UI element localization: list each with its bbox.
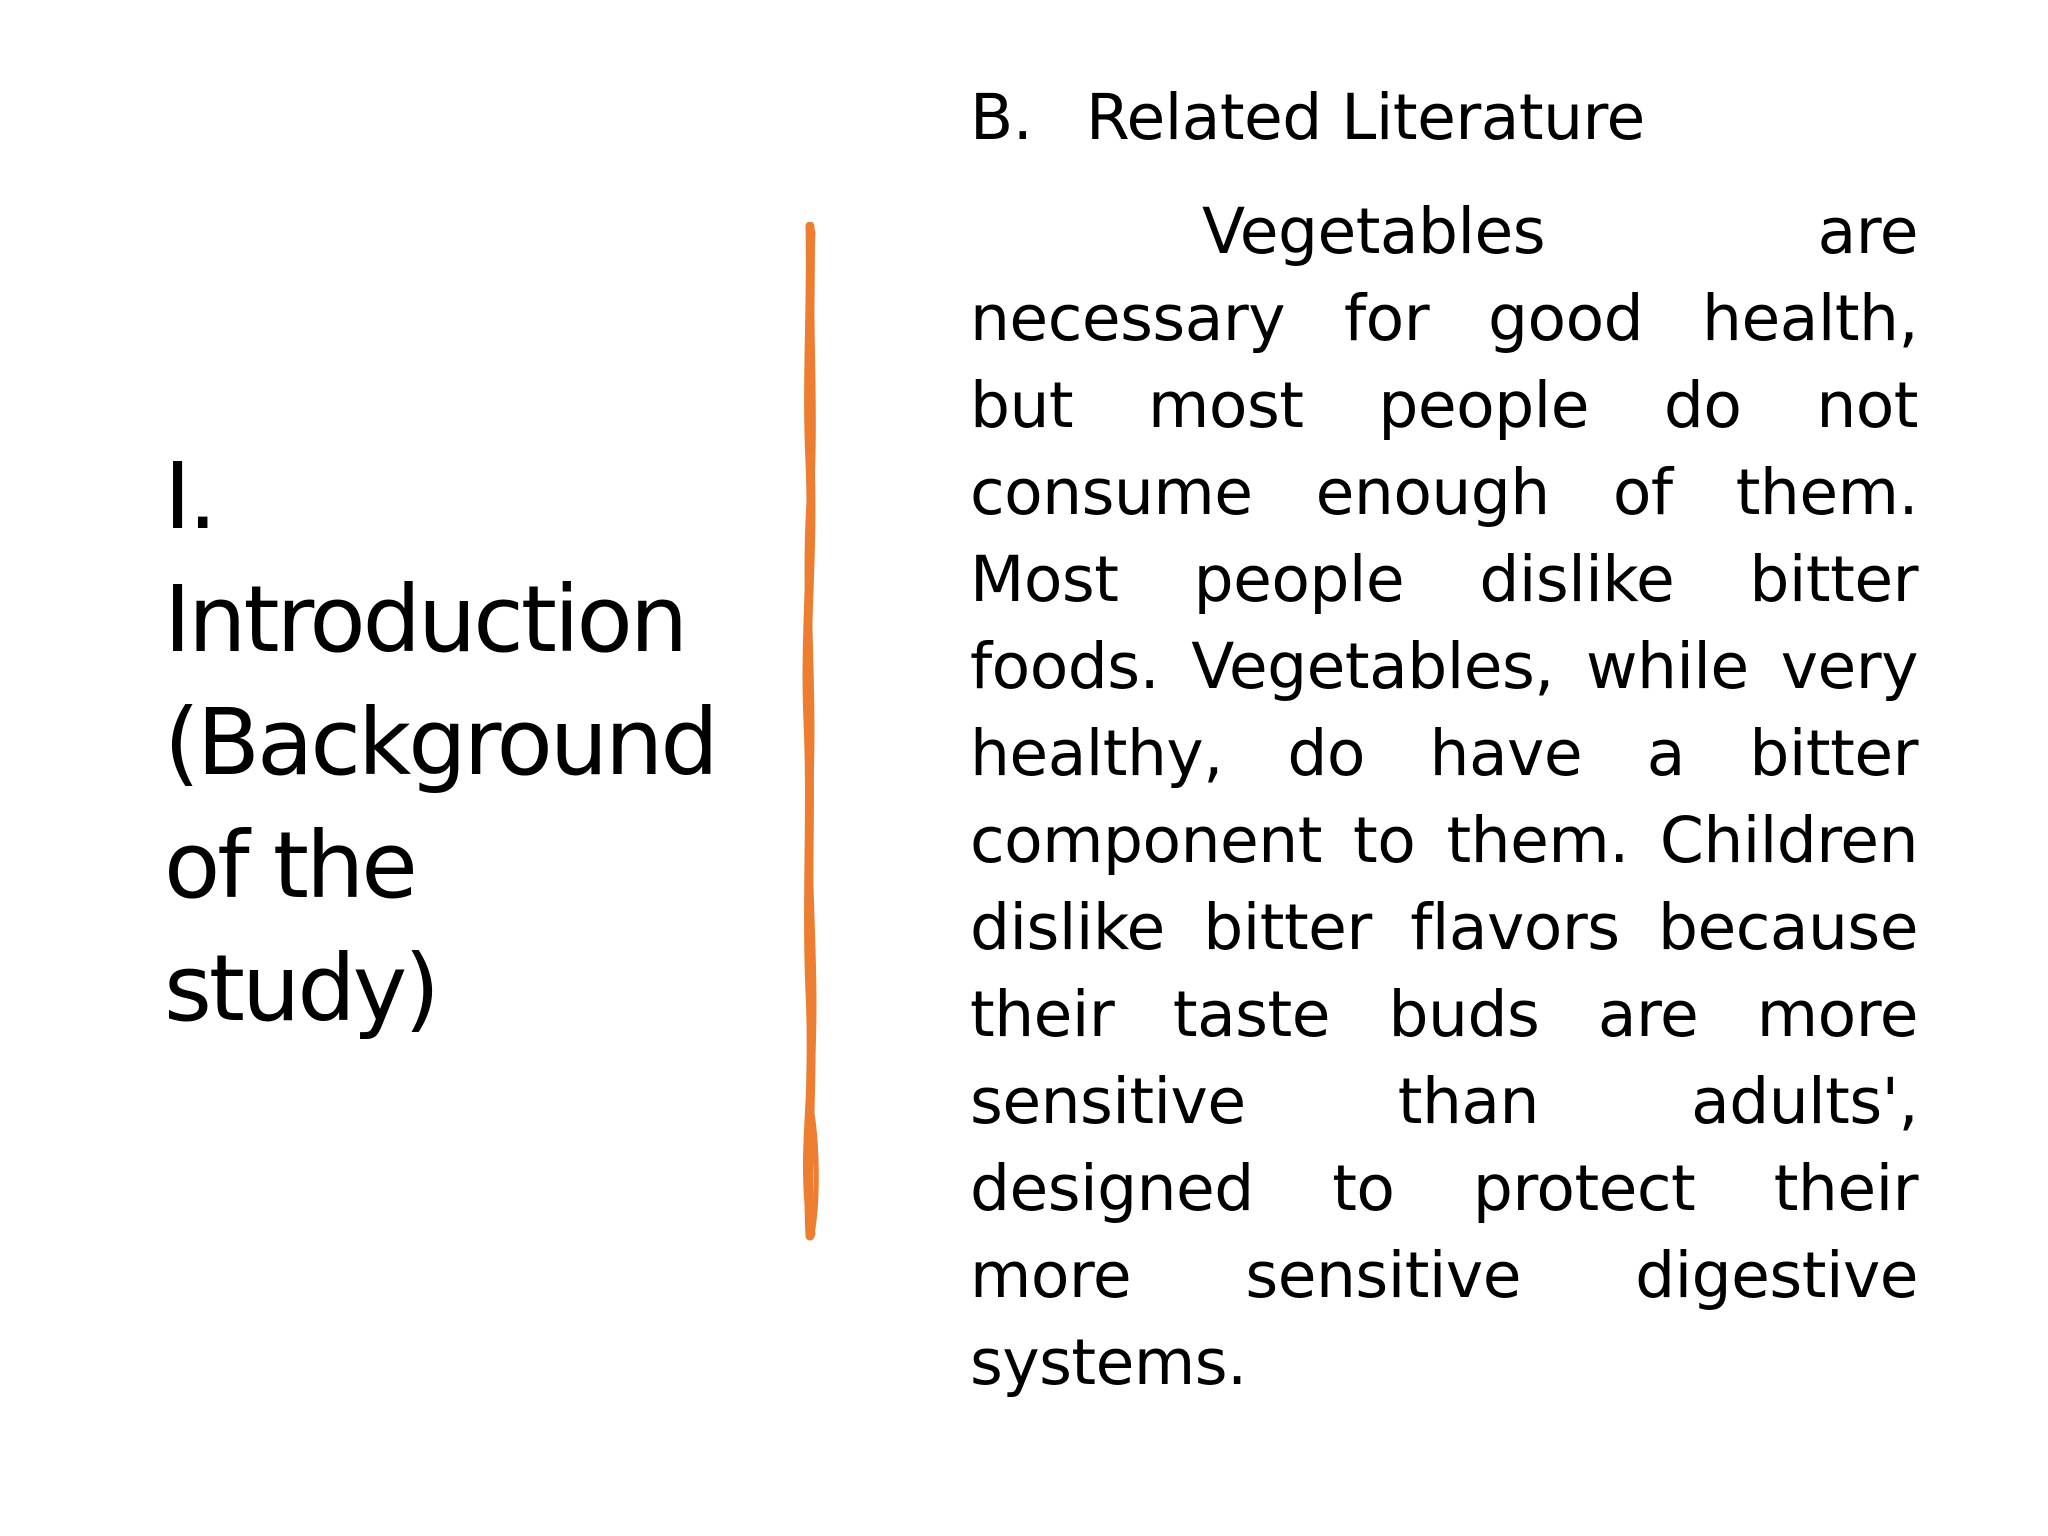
title-line: of the xyxy=(164,812,415,919)
related-literature-paragraph: Vegetables are necessary for good health, but most people do not consume enough of them. Most people dislike bitter foods. Vegetables, while very healthy, do have a bitter component to them. Children dislike bitter flavors because their taste buds are more sensitive than adults', designed to protect their more sensitive digestive systems. xyxy=(970,195,1918,1399)
section-heading xyxy=(970,76,1645,160)
title-line: Introduction xyxy=(164,566,686,673)
title-line: (Background xyxy=(164,689,716,796)
title-line: I. xyxy=(164,443,215,550)
section-heading-text: Related Literature xyxy=(1086,81,1645,154)
slide-title xyxy=(164,435,764,1050)
hand-drawn-divider-line xyxy=(788,222,834,1242)
title-line: study) xyxy=(164,935,438,1042)
section-number: B. xyxy=(970,81,1033,154)
